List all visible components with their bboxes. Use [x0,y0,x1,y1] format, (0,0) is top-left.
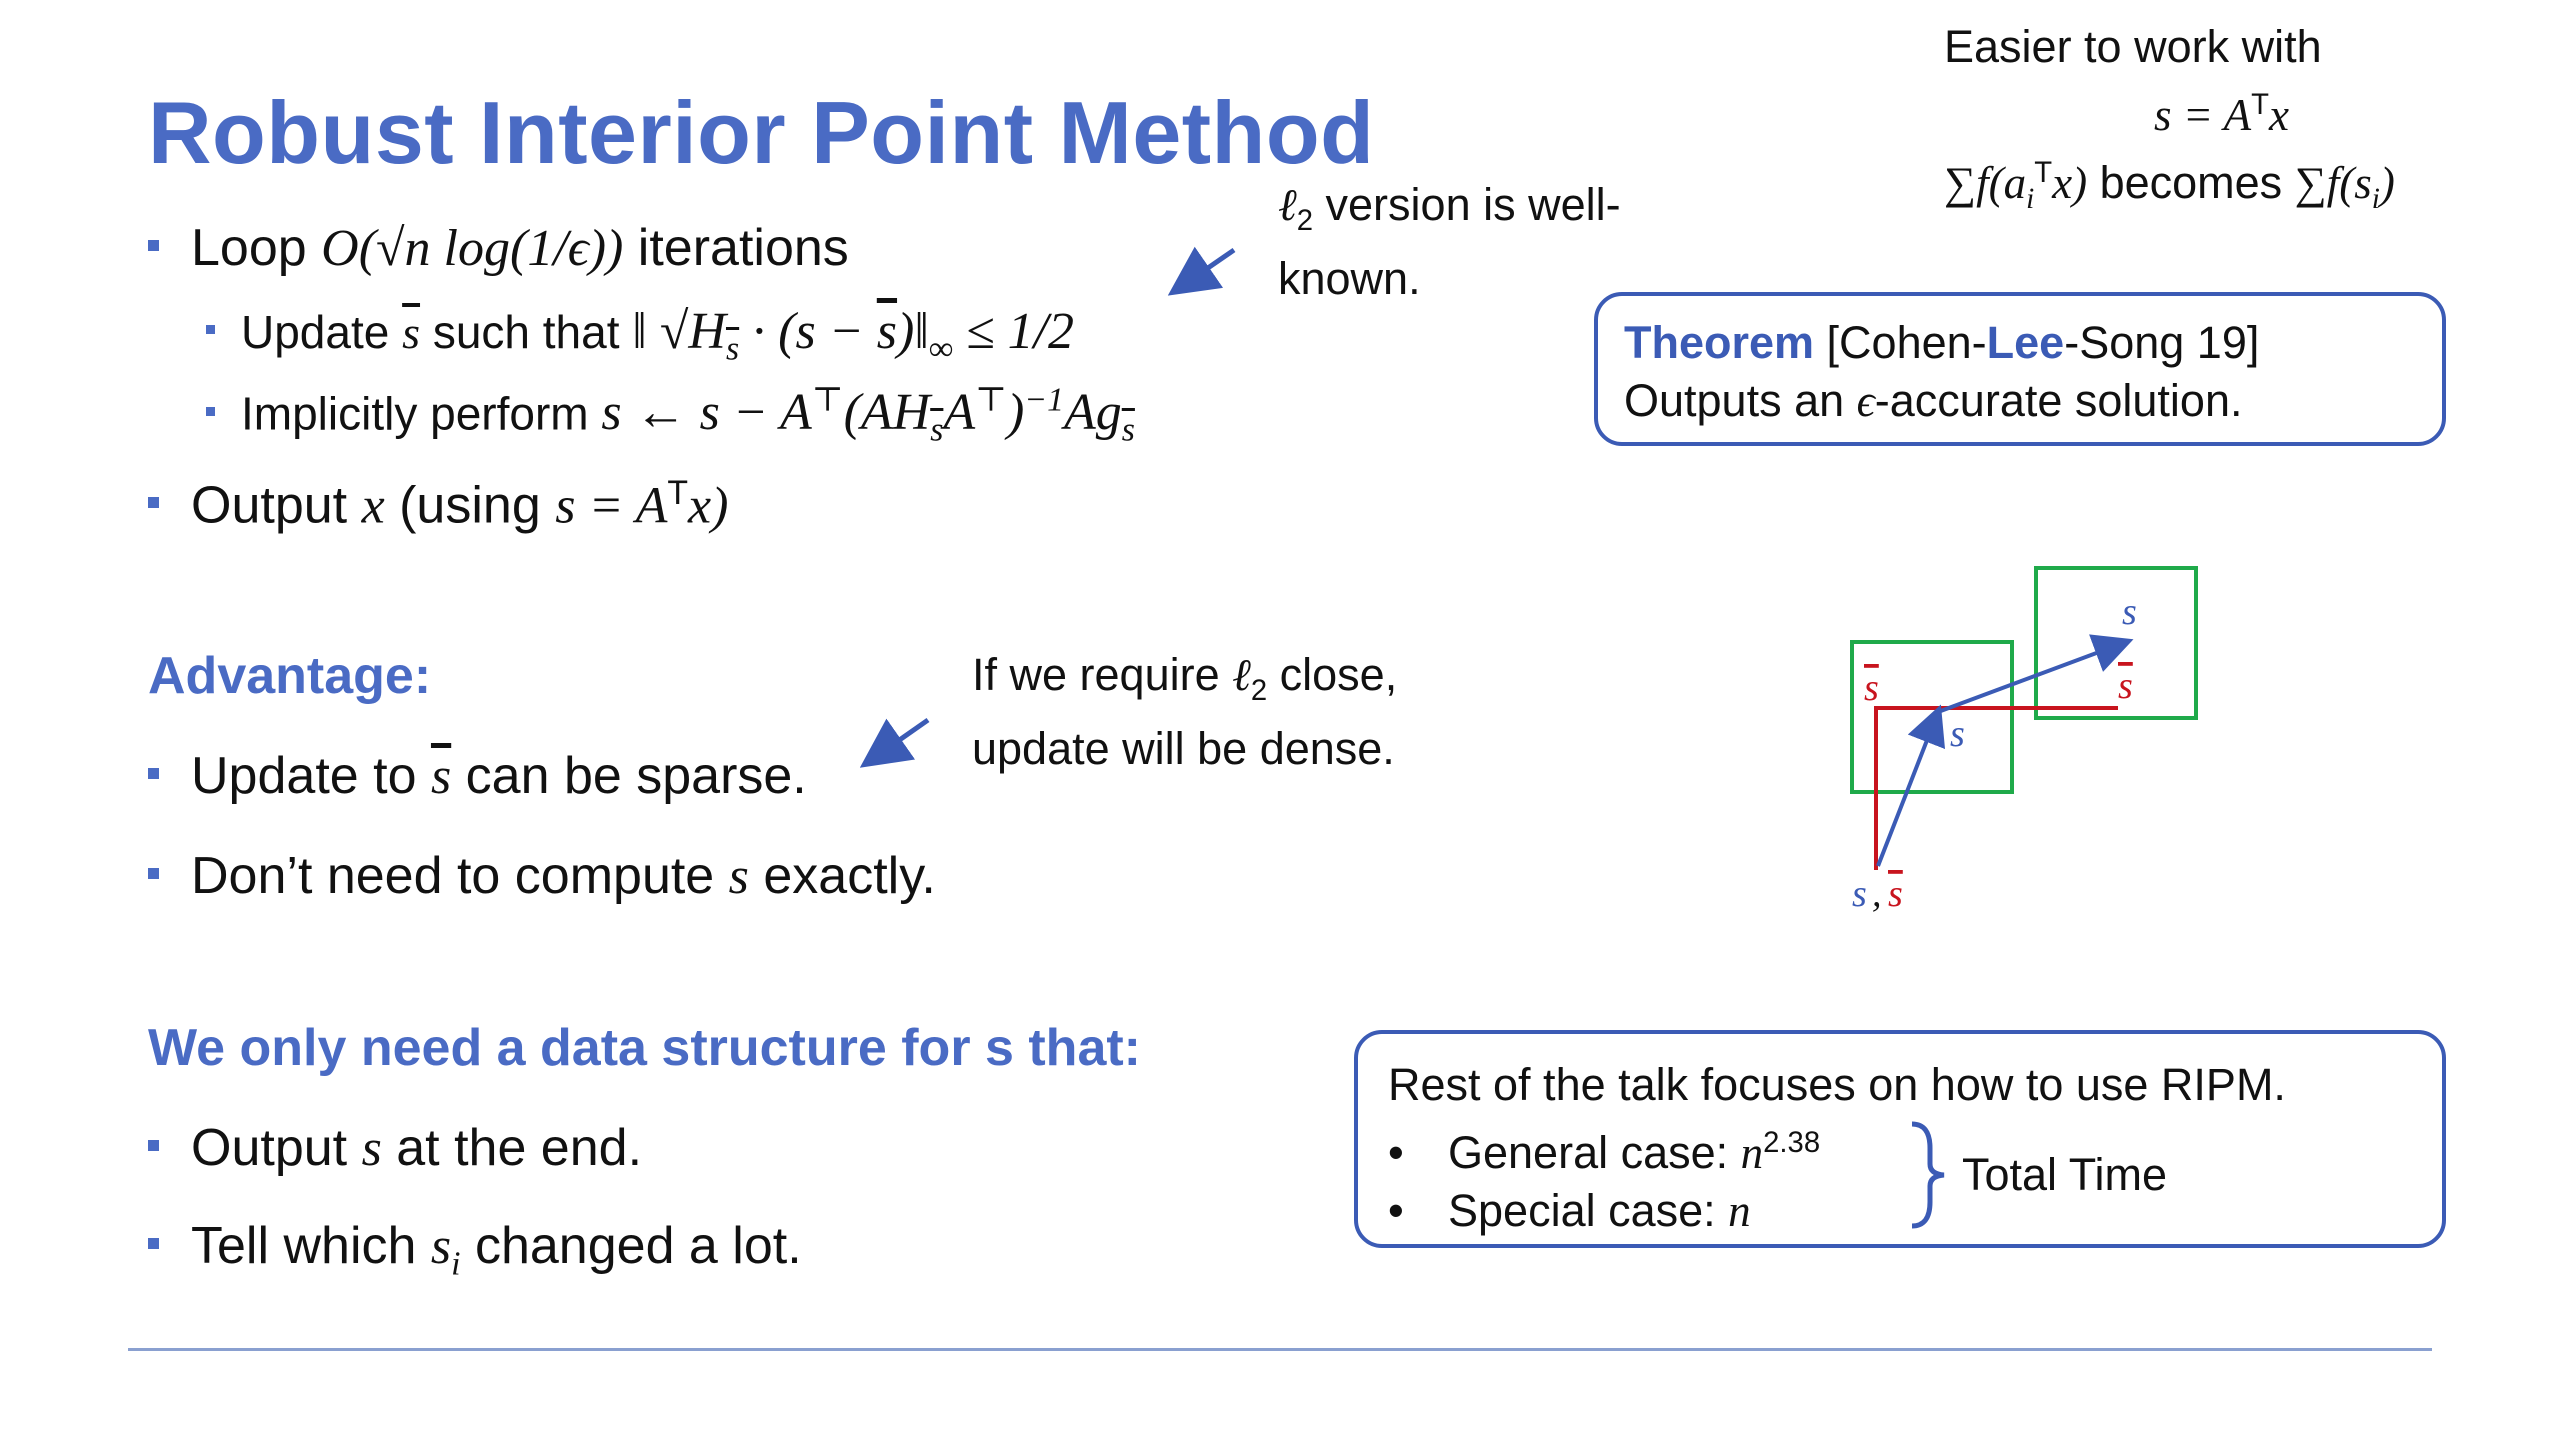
rest-spec-pre: Special case: [1448,1185,1729,1236]
theorem-close: -Song 19] [2064,317,2260,368]
note-eq: s = A [2154,90,2252,140]
rest-of-talk-box [1354,1030,2446,1248]
imp-sub-sbar2: s [1121,411,1135,449]
dense-l: ℓ [1232,650,1251,700]
note-sup-T: T [2034,157,2053,189]
ds2-post: changed a lot. [460,1217,802,1275]
ds2-pre: Tell which [191,1217,431,1275]
note-line-1: Easier to work with [1944,21,2322,72]
diag-sbar-top: s [2118,665,2133,707]
red-path [1876,708,2118,870]
adv2-pre: Don’t need to compute [191,847,729,905]
adv1-sbar: $\overline{s}$ [430,748,452,805]
rest-bullet-1: • [1388,1127,1404,1178]
update-f2-sbar: $\overline{s}$ [876,303,898,360]
output-T: T [667,474,689,512]
diag-s-mid: s [1950,713,1965,755]
theorem-line1 [1624,314,2416,372]
advantage-item-1 [148,746,807,806]
output-paren: (using [399,476,541,535]
note-sum-c: ∑f(s [2294,158,2372,208]
ds1-post: at the end. [381,1119,643,1177]
bullet-marker [148,768,159,779]
update-f3: )‖ [897,303,929,360]
bullet-marker [148,497,159,508]
sub-bullet-implicit [206,380,1135,450]
ds2-s: s [430,1218,452,1275]
diag-s-top: s [2122,591,2137,633]
update-prefix: Update [241,306,390,358]
update-sbar: $\overline{s}$ [402,307,421,358]
brace-icon [1908,1120,1948,1230]
implicit-prefix: Implicitly perform [241,387,589,440]
dense-pre: If we require [972,649,1233,700]
note-close: ) [2379,158,2395,208]
rest-general [1388,1114,2412,1182]
green-box-right [2036,568,2196,718]
note-sum-a: ∑f(a [1944,158,2027,208]
update-f1-sub: s [725,330,740,368]
update-inf: ∞ [928,330,954,368]
dense-post: close, [1267,649,1398,700]
advantage-heading: Advantage: [148,647,432,705]
implicit-formula [601,382,1135,449]
output-prefix: Output [191,476,348,535]
l2-symbol: ℓ [1278,180,1297,230]
blue-arrow-2 [1938,642,2126,712]
note-becomes: becomes [2087,157,2295,208]
total-time-label: Total Time [1962,1149,2168,1200]
dense-line2: update will be dense. [972,723,1395,774]
ds1-s: s [361,1120,382,1177]
imp-T1: ⊤ [811,382,844,419]
diag-comma: , [1872,873,1882,915]
update-middle: such that [432,306,620,358]
loop-formula: O(√n log(1/ϵ)) [321,220,624,277]
diag-sbar-bottom: s [1888,873,1903,915]
theorem-label: Theorem [1624,317,1815,368]
rest-gen-exp: 2.38 [1763,1127,1821,1159]
imp-f3: A [943,384,976,442]
rest-special [1388,1182,2412,1240]
note-sum-b: x) [2052,158,2088,208]
theorem-post: -accurate solution. [1874,375,2243,426]
rest-spec-n: n [1728,1186,1751,1236]
rest-bullet-2: • [1388,1185,1404,1236]
ds1-pre: Output [191,1119,362,1177]
l2-text: version is well- [1313,179,1621,230]
update-f2: · (s − [752,303,877,360]
output-x2: x) [688,477,729,535]
theorem-pre: Outputs an [1624,375,1857,426]
rest-line1: Rest of the talk focuses on how to use RIPM. [1388,1059,2286,1110]
rest-gen-n: n [1740,1128,1764,1178]
output-x: x [361,477,385,535]
bullet-marker [148,1140,159,1151]
theorem-eps: ϵ [1856,376,1875,426]
sub-bullet-marker [206,407,215,416]
imp-T2: ⊤ [975,382,1007,419]
imp-f5: Ag [1063,384,1122,442]
note-T: T [2251,89,2269,121]
dense-line1 [972,646,1397,720]
datastruct-item-2 [148,1216,802,1283]
theorem-lee: Lee [1986,317,2065,368]
l2-note-line2: known. [1278,253,1421,304]
adv2-post: exactly. [748,847,936,905]
update-f1: ‖ √H [632,303,726,360]
diag-sbar-left: s [1864,667,1879,709]
sub-bullet-update [206,302,1074,368]
l2-sub: 2 [1296,205,1314,237]
update-f4: ≤ 1/2 [953,303,1075,360]
bullet-marker [148,868,159,879]
dense-sub: 2 [1250,675,1268,707]
theorem-open: [Cohen- [1814,317,1987,368]
update-formula [632,303,1075,368]
diag-s-bottom: s [1852,873,1867,915]
adv2-s: s [728,848,749,905]
bullet-marker [148,1238,159,1249]
sub-bullet-marker [206,325,215,334]
adv1-post: can be sparse. [451,747,807,805]
ds2-sub: i [451,1245,461,1283]
bottom-divider [128,1348,2432,1351]
theorem-line2 [1624,372,2416,430]
loop-prefix: Loop [191,219,307,277]
imp-f2: (AH [843,384,931,442]
arrow-to-update [1176,250,1234,290]
imp-exp: −1 [1024,382,1064,419]
slide-title: Robust Interior Point Method [148,83,1375,182]
output-eq: s = A [555,477,668,535]
datastruct-item-1 [148,1118,642,1178]
note-sub-i: i [2026,183,2035,215]
note-sub-i2: i [2371,183,2380,215]
imp-f1: s ← s − A [601,384,812,442]
imp-f4: ) [1006,384,1025,442]
bullet-output [148,474,728,535]
blue-arrow-1 [1878,712,1938,866]
rest-gen-pre: General case: [1448,1127,1741,1178]
theorem-box [1594,292,2446,446]
arrow-to-sparse [868,720,928,762]
imp-sub-sbar: s [930,411,944,449]
advantage-item-2 [148,846,936,906]
loop-suffix: iterations [637,219,849,277]
adv1-pre: Update to [191,747,431,805]
note-x: x [2268,90,2289,140]
sparse-update-diagram [1820,550,2220,930]
dense-note [972,646,1397,778]
datastruct-heading: We only need a data structure for s that: [148,1019,1142,1077]
